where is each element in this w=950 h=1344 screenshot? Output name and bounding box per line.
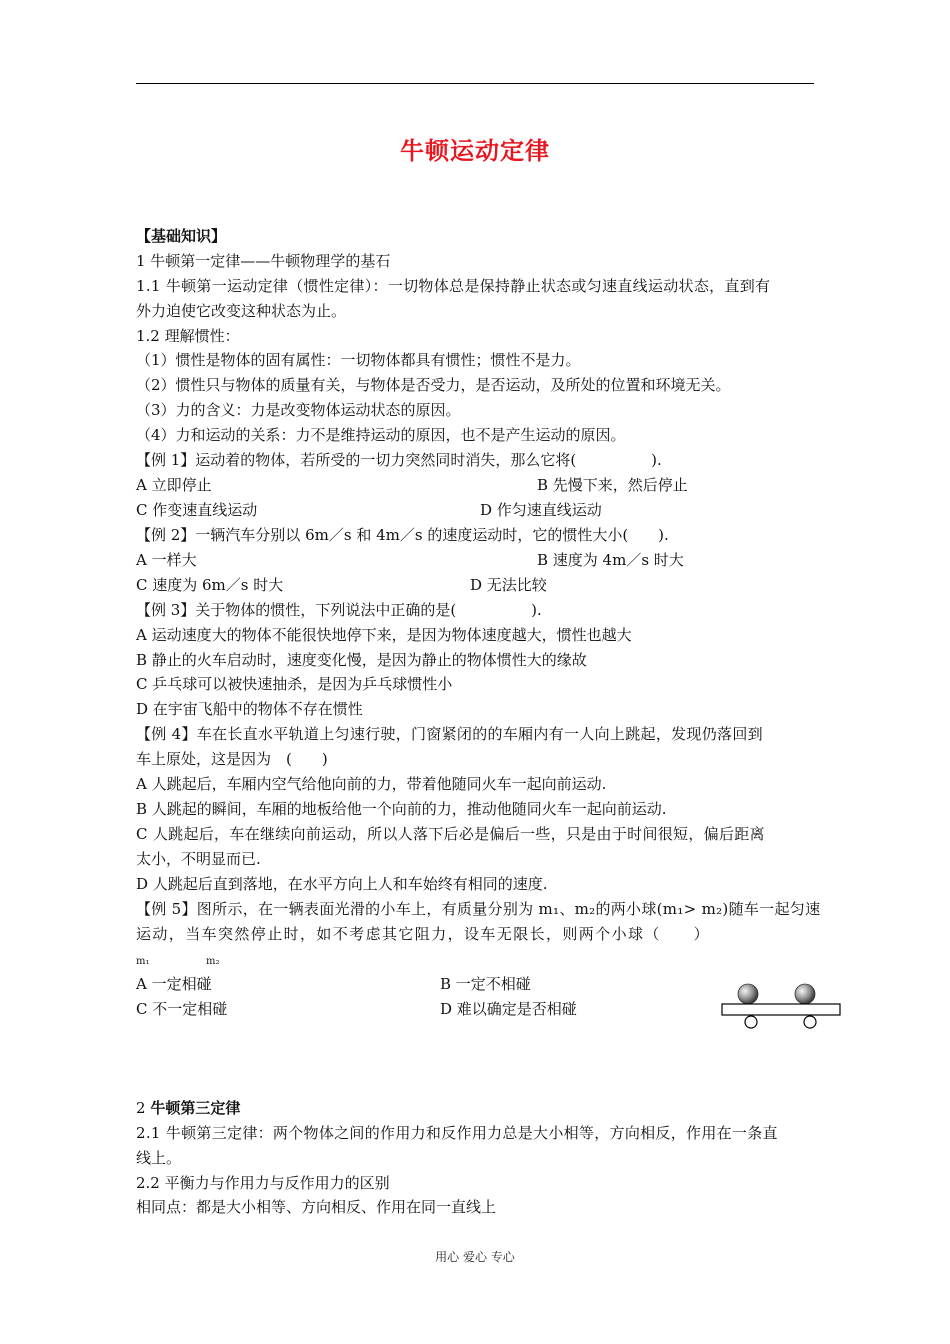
option-d: D 无法比较: [470, 576, 547, 594]
section-header: 【基础知识】: [136, 227, 227, 245]
text-line: （4）力和运动的关系：力不是维持运动的原因，也不是产生运动的原因。: [136, 426, 626, 444]
text-line: （2）惯性只与物体的质量有关，与物体是否受力，是否运动，及所处的位置和环境无关。: [136, 376, 731, 394]
option-d: D 作匀速直线运动: [480, 501, 602, 519]
question-text: 【例 5】图所示，在一辆表面光滑的小车上，有质量分别为 m₁、m₂的两小球(m₁> m₂)随车一起匀速: [136, 900, 821, 918]
option-b: B 先慢下来，然后停止: [537, 476, 688, 494]
text-line: 1.2 理解惯性：: [136, 327, 240, 345]
option-c: C 速度为 6m／s 时大: [136, 576, 284, 594]
question-text: 【例 3】关于物体的惯性，下列说法中正确的是( ).: [136, 601, 542, 619]
option-c: C 不一定相碰: [136, 1000, 228, 1018]
mass-label-m2: m₂: [206, 956, 220, 967]
option-a: A 运动速度大的物体不能很快地停下来，是因为物体速度越大，惯性也越大: [136, 626, 632, 644]
header-rule: [136, 83, 814, 84]
question-text: 【例 1】运动着的物体，若所受的一切力突然同时消失，那么它将( ).: [136, 451, 662, 469]
option-c: C 作变速直线运动: [136, 501, 258, 519]
option-a: A 人跳起后，车厢内空气给他向前的力，带着他随同火车一起向前运动.: [136, 775, 607, 793]
option-c: C 乒乓球可以被快速抽杀，是因为乒乓球惯性小: [136, 675, 453, 693]
page-title: 牛顿运动定律: [400, 137, 550, 165]
text-line: 1.1 牛顿第一运动定律（惯性定律）：一切物体总是保持静止状态或匀速直线运动状态，直到有: [136, 277, 771, 295]
question-text: 【例 2】一辆汽车分别以 6m／s 和 4m／s 的速度运动时，它的惯性大小( ).: [136, 526, 669, 544]
option-b: B 速度为 4m／s 时大: [537, 551, 684, 569]
text-line: （3）力的含义：力是改变物体运动状态的原因。: [136, 401, 461, 419]
text-line: 外力迫使它改变这种状态为止。: [136, 302, 347, 320]
option-b: B 静止的火车启动时，速度变化慢，是因为静止的物体惯性大的缘故: [136, 651, 587, 669]
ball-m1: [738, 984, 758, 1004]
section-title: 牛顿第三定律: [150, 1099, 241, 1117]
text-line: 线上。: [136, 1149, 182, 1167]
question-text: 车上原处，这是因为 ( ): [136, 750, 328, 768]
cart-wheel-right: [804, 1016, 816, 1028]
question-text: 运动，当车突然停止时，如不考虑其它阻力，设车无限长，则两个小球（ ）: [136, 925, 711, 943]
option-a: A 一定相碰: [136, 975, 212, 993]
text-line: （1）惯性是物体的固有属性：一切物体都具有惯性；惯性不是力。: [136, 351, 581, 369]
text-line: 2.2 平衡力与作用力与反作用力的区别: [136, 1174, 390, 1192]
text-line: 1 牛顿第一定律——牛顿物理学的基石: [136, 252, 391, 270]
cart-with-balls-figure: [718, 982, 844, 1032]
option-a: A 立即停止: [136, 476, 212, 494]
section-header: [136, 1098, 240, 1118]
option-b: B 人跳起的瞬间，车厢的地板给他一个向前的力，推动他随同火车一起向前运动.: [136, 800, 667, 818]
ball-m2: [795, 984, 815, 1004]
option-c: C 人跳起后，车在继续向前运动，所以人落下后必是偏后一些，只是由于时间很短，偏后距离: [136, 825, 765, 843]
text-line: 相同点：都是大小相等、方向相反、作用在同一直线上: [136, 1198, 497, 1216]
option-a: A 一样大: [136, 551, 197, 569]
option-d: D 难以确定是否相碰: [440, 1000, 577, 1018]
option-d: D 人跳起后直到落地，在水平方向上人和车始终有相同的速度.: [136, 875, 548, 893]
option-d: D 在宇宙飞船中的物体不存在惯性: [136, 700, 363, 718]
option-b: B 一定不相碰: [440, 975, 531, 993]
page-footer: 用心 爱心 专心: [435, 1250, 515, 1264]
option-c: 太小，不明显而已.: [136, 850, 261, 868]
cart-wheel-left: [745, 1016, 757, 1028]
text-line: 2.1 牛顿第三定律：两个物体之间的作用力和反作用力总是大小相等，方向相反，作用在一条直: [136, 1124, 778, 1142]
question-text: 【例 4】车在长直水平轨道上匀速行驶，门窗紧闭的的车厢内有一人向上跳起，发现仍落回到: [136, 725, 763, 743]
cart-body: [722, 1004, 840, 1015]
mass-label-m1: m₁: [136, 956, 150, 967]
section-number: 2: [136, 1099, 151, 1117]
